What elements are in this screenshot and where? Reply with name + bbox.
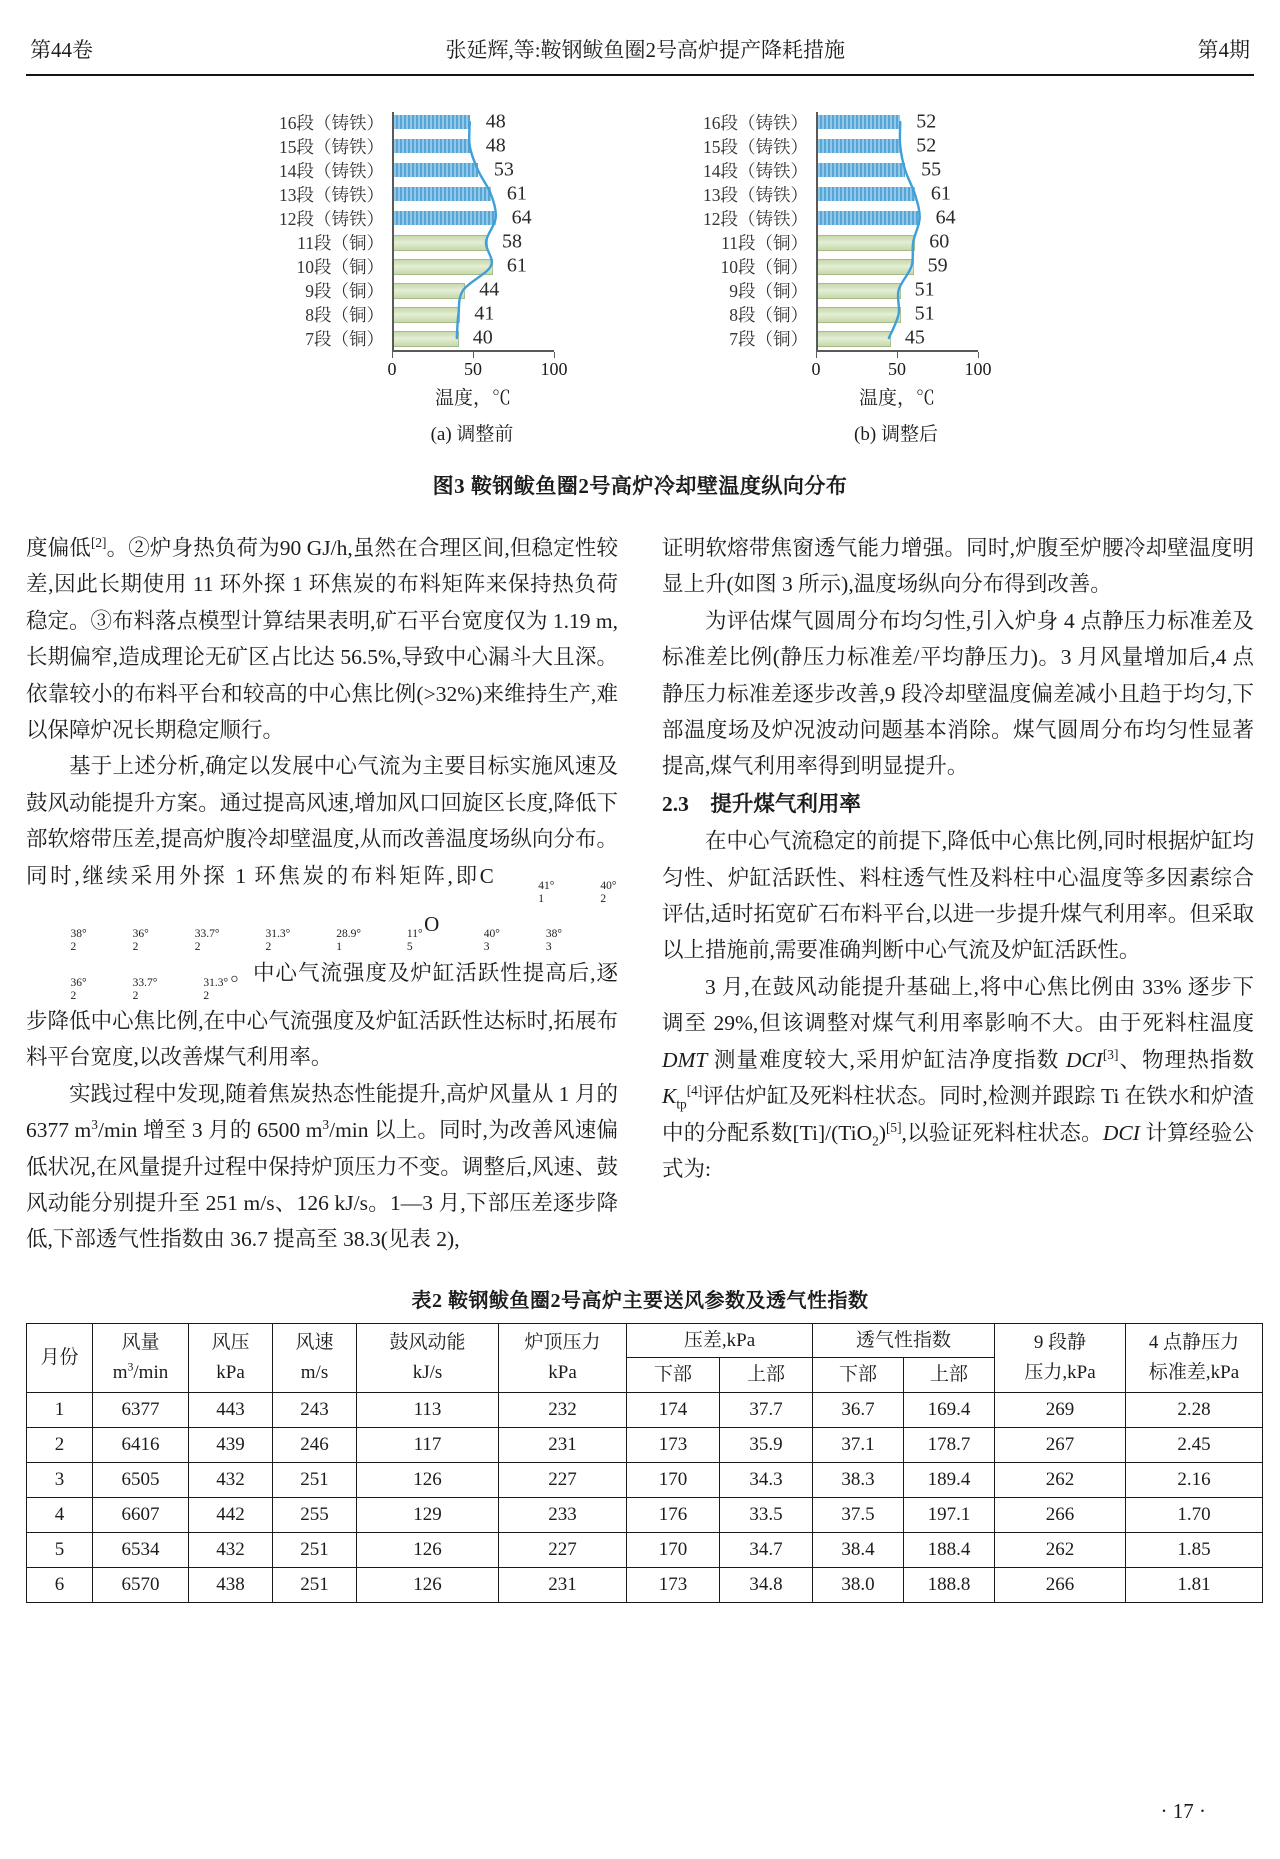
table-cell: 38.0: [813, 1567, 904, 1602]
table-cell: 5: [27, 1532, 93, 1567]
table-cell: 173: [627, 1567, 720, 1602]
table-cell: 231: [499, 1567, 627, 1602]
copper-bar: [392, 307, 460, 323]
col-header-energy: 鼓风动能 kJ/s: [357, 1323, 499, 1392]
copper-bar: [816, 331, 891, 347]
x-axis-line: [816, 350, 978, 359]
plot-cell: [816, 110, 1028, 134]
col-header-pressure: 风压 kPa: [189, 1323, 273, 1392]
table-cell: 439: [189, 1427, 273, 1462]
table-cell: 232: [499, 1392, 627, 1427]
chart-row: [676, 254, 1028, 278]
col-header-static4: 4 点静压力 标准差,kPa: [1126, 1323, 1263, 1392]
plot-cell: [392, 254, 604, 278]
table-cell: 251: [273, 1532, 357, 1567]
chart-row: [676, 230, 1028, 254]
table-cell: 117: [357, 1427, 499, 1462]
table-cell: 173: [627, 1427, 720, 1462]
plot-cell: [816, 158, 1028, 182]
table-cell: 6: [27, 1567, 93, 1602]
table-cell: 1: [27, 1392, 93, 1427]
category-label: 7段（铜）: [305, 328, 384, 349]
chart-row: [676, 134, 1028, 158]
axis-tick: [897, 352, 898, 358]
blast-parameters-table: [26, 1323, 1263, 1603]
table-cell: 170: [627, 1532, 720, 1567]
chart-after-adjustment: [676, 110, 1028, 446]
table-2-section: [26, 1284, 1254, 1603]
plot-cell: [392, 134, 604, 158]
axis-tick: [473, 352, 474, 358]
value-label: 44: [479, 278, 500, 301]
category-label: 10段（铜）: [296, 256, 384, 277]
copper-bar: [392, 259, 493, 275]
table-row: [27, 1392, 1263, 1427]
plot-cell: [816, 278, 1028, 302]
plot-cell: [816, 134, 1028, 158]
chart-rows: [252, 110, 604, 350]
table-cell: 255: [273, 1497, 357, 1532]
table-cell: 251: [273, 1567, 357, 1602]
copper-bar: [816, 283, 901, 299]
plot-cell: [392, 158, 604, 182]
table-row: [27, 1427, 1263, 1462]
figure-3: [26, 110, 1254, 446]
chart-rows: [676, 110, 1028, 350]
plot-cell: [392, 230, 604, 254]
table-cell: 1.70: [1126, 1497, 1263, 1532]
table-cell: 246: [273, 1427, 357, 1462]
table-cell: 266: [995, 1497, 1126, 1532]
table-cell: 6377: [93, 1392, 189, 1427]
category-label: 7段（铜）: [729, 328, 808, 349]
chart-row: [252, 206, 604, 230]
category-label: 13段（铸铁）: [703, 184, 808, 205]
running-head: [30, 34, 1250, 64]
cast-iron-bar: [392, 139, 470, 153]
value-label: 61: [506, 254, 527, 277]
category-label: 12段（铸铁）: [279, 208, 384, 229]
chart-row: [676, 110, 1028, 134]
col-header-speed: 风速 m/s: [273, 1323, 357, 1392]
value-label: 45: [904, 326, 925, 349]
copper-bar: [392, 331, 459, 347]
col-header-month: 月份: [27, 1323, 93, 1392]
table-cell: 189.4: [904, 1462, 995, 1497]
category-label: 13段（铸铁）: [279, 184, 384, 205]
category-label: 14段（铸铁）: [279, 160, 384, 181]
chart-row: [252, 302, 604, 326]
table-cell: 126: [357, 1532, 499, 1567]
plot-cell: [816, 302, 1028, 326]
table-cell: 113: [357, 1392, 499, 1427]
chart-row: [252, 326, 604, 350]
chart-row: [676, 326, 1028, 350]
col-header-perm-upper: 上部: [904, 1358, 995, 1392]
category-label: 11段（铜）: [297, 232, 384, 253]
table-cell: 443: [189, 1392, 273, 1427]
body-paragraph: 为评估煤气圆周分布均匀性,引入炉身 4 点静压力标准差及标准差比例(静压力标准差/平均静压力)。3 月风量增加后,4 点静压力标准差逐步改善,9 段冷却壁温度偏差减小且趋于均匀,下部温度场及炉况波动问题基本消除。煤气圆周分布均匀性显著提高,煤气利用率得到明显提升。: [662, 608, 1254, 779]
axis-tick: [978, 352, 979, 358]
table-cell: 6607: [93, 1497, 189, 1532]
plot-cell: [392, 110, 604, 134]
chart-row: [252, 230, 604, 254]
figure-caption: 图3 鞍钢鲅鱼圈2号高炉冷却壁温度纵向分布: [432, 474, 848, 498]
table-cell: 2: [27, 1427, 93, 1462]
body-paragraph: 基于上述分析,确定以发展中心气流为主要目标实施风速及鼓风动能提升方案。通过提高风速,增加风口回旋区长度,降低下部软熔带压差,提高炉腹冷却壁温度,从而改善温度场纵向分布。同时,继续采用外探 1 环焦炭的布料矩阵,即C 41° 1 40° 2 38° 2 36° 2 33.7° 2 31.3° 2 28.9° 1 11° 5 O 40° 3 38° 3 36° 2 33.7° 2 31.3° 2 。中心气流强度及炉缸活跃性提高后,逐步降低中心焦比例,在中心气流强度及炉缸活跃性达标时,拓展布料平台宽度,以改善煤气利用率。: [26, 754, 618, 1070]
table-cell: 6416: [93, 1427, 189, 1462]
value-label: 52: [916, 134, 937, 157]
table-cell: 243: [273, 1392, 357, 1427]
value-label: 48: [485, 134, 506, 157]
value-label: 53: [493, 158, 514, 181]
table-cell: 38.4: [813, 1532, 904, 1567]
plot-cell: [392, 278, 604, 302]
col-header-volume: 风量 $m^3/\min$: [93, 1323, 189, 1392]
value-label: 64: [935, 206, 956, 229]
x-tick-labels: [387, 359, 568, 383]
table-cell: 442: [189, 1497, 273, 1532]
value-label: 61: [930, 182, 951, 205]
category-label: 15段（铸铁）: [703, 136, 808, 157]
col-header-top-pressure: 炉顶压力 kPa: [499, 1323, 627, 1392]
axis-tick: [816, 352, 817, 358]
table-cell: 170: [627, 1462, 720, 1497]
value-label: 55: [921, 158, 942, 181]
table-row: [27, 1462, 1263, 1497]
table-cell: 6534: [93, 1532, 189, 1567]
table-body: [27, 1392, 1263, 1602]
table-cell: 438: [189, 1567, 273, 1602]
table-cell: 188.8: [904, 1567, 995, 1602]
table-cell: 227: [499, 1532, 627, 1567]
body-paragraph: 证明软熔带焦窗透气能力增强。同时,炉腹至炉腰冷却壁温度明显上升(如图 3 所示),温度场纵向分布得到改善。: [662, 536, 1254, 597]
table-cell: 37.1: [813, 1427, 904, 1462]
table-cell: 36.7: [813, 1392, 904, 1427]
category-label: 16段（铸铁）: [703, 112, 808, 133]
value-label: 51: [914, 302, 935, 325]
value-label: 61: [506, 182, 527, 205]
col-header-static9: 9 段静 压力,kPa: [995, 1323, 1126, 1392]
category-label: 9段（铜）: [729, 280, 808, 301]
value-label: 48: [485, 110, 506, 133]
table-cell: 2.45: [1126, 1427, 1263, 1462]
section-heading: 2.3 提升煤气利用率: [662, 791, 861, 816]
table-cell: 432: [189, 1532, 273, 1567]
tick-label: 50: [464, 359, 482, 379]
table-cell: 34.8: [720, 1567, 813, 1602]
category-label: 12段（铸铁）: [703, 208, 808, 229]
subplot-caption: (a) 调整前: [430, 424, 514, 445]
chart-row: [252, 134, 604, 158]
table-cell: 34.7: [720, 1532, 813, 1567]
plot-cell: [816, 206, 1028, 230]
col-header-dp-lower: 下部: [627, 1358, 720, 1392]
chart-row: [252, 158, 604, 182]
cast-iron-bar: [816, 139, 900, 153]
left-column: [26, 530, 618, 1258]
table-cell: 1.81: [1126, 1567, 1263, 1602]
table-row: [27, 1497, 1263, 1532]
plot-cell: [392, 206, 604, 230]
volume-label: 第44卷: [30, 38, 93, 62]
value-label: 41: [474, 302, 495, 325]
body-paragraph: 3 月,在鼓风动能提升基础上,将中心焦比例由 33% 逐步下调至 29%,但该调整对煤气利用率影响不大。由于死料柱温度 DMT 测量难度较大,采用炉缸洁净度指数 DCI[3]、物理热指数 $K_{tp}[4]$评估炉缸及死料柱状态。同时,检测并跟踪 Ti 在铁水和炉渣中的分配系数[Ti]/(TiO$_2$)[5],以验证死料柱状态。DCI 计算经验公式为:: [662, 974, 1254, 1181]
table-cell: 251: [273, 1462, 357, 1497]
value-label: 40: [472, 326, 493, 349]
cast-iron-bar: [816, 163, 905, 177]
col-header-perm-lower: 下部: [813, 1358, 904, 1392]
copper-bar: [392, 235, 488, 251]
body-columns: [26, 530, 1254, 1258]
tick-label: 0: [387, 359, 397, 379]
tick-label: 100: [964, 359, 992, 379]
table-cell: 178.7: [904, 1427, 995, 1462]
table-cell: 432: [189, 1462, 273, 1497]
plot-cell: [816, 182, 1028, 206]
table-cell: 231: [499, 1427, 627, 1462]
value-label: 51: [914, 278, 935, 301]
plot-cell: [816, 254, 1028, 278]
running-title: 张延辉,等:鞍钢鲅鱼圈2号高炉提产降耗措施: [445, 38, 846, 62]
page-content: [26, 88, 1254, 1603]
table-cell: 267: [995, 1427, 1126, 1462]
table-cell: 4: [27, 1497, 93, 1532]
table-cell: 33.5: [720, 1497, 813, 1532]
table-cell: 227: [499, 1462, 627, 1497]
table-cell: 262: [995, 1462, 1126, 1497]
axis-tick: [392, 352, 393, 358]
x-axis-title: 温度，℃: [434, 388, 511, 409]
chart-row: [252, 110, 604, 134]
table-cell: 1.85: [1126, 1532, 1263, 1567]
table-cell: 34.3: [720, 1462, 813, 1497]
value-label: 64: [511, 206, 532, 229]
value-label: 60: [929, 230, 950, 253]
category-label: 8段（铜）: [305, 304, 384, 325]
cast-iron-bar: [816, 187, 915, 201]
chart-row: [676, 158, 1028, 182]
table-cell: 266: [995, 1567, 1126, 1602]
category-label: 14段（铸铁）: [703, 160, 808, 181]
body-paragraph: 度偏低[2]。②炉身热负荷为90 GJ/h,虽然在合理区间,但稳定性较差,因此长期使用 11 环外探 1 环焦炭的布料矩阵来保持热负荷稳定。③布料落点模型计算结果表明,矿石平台宽度仅为 1.19 m,长期偏窄,造成理论无矿区占比达 56.5%,导致中心漏斗大且深。依靠较小的布料平台和较高的中心焦比例(>32%)来维持生产,难以保障炉况长期稳定顺行。: [26, 534, 618, 743]
table-cell: 2.28: [1126, 1392, 1263, 1427]
page-number: · 17 ·: [1160, 1799, 1206, 1823]
category-label: 10段（铜）: [720, 256, 808, 277]
category-label: 11段（铜）: [721, 232, 808, 253]
table-cell: 129: [357, 1497, 499, 1532]
category-label: 15段（铸铁）: [279, 136, 384, 157]
copper-bar: [816, 307, 901, 323]
col-header-perm-group: 透气性指数: [813, 1323, 995, 1357]
table-cell: 35.9: [720, 1427, 813, 1462]
x-axis-line: [392, 350, 554, 359]
header-rule: [26, 74, 1254, 76]
cast-iron-bar: [392, 163, 478, 177]
chart-row: [676, 182, 1028, 206]
issue-label: 第4期: [1197, 38, 1250, 62]
copper-bar: [392, 283, 465, 299]
col-header-dp-upper: 上部: [720, 1358, 813, 1392]
category-label: 16段（铸铁）: [279, 112, 384, 133]
tick-label: 100: [540, 359, 568, 379]
table-cell: 6570: [93, 1567, 189, 1602]
cast-iron-bar: [392, 115, 470, 129]
table-cell: 269: [995, 1392, 1126, 1427]
chart-before-adjustment: [252, 110, 604, 446]
table-cell: 3: [27, 1462, 93, 1497]
table-row: [27, 1532, 1263, 1567]
tick-label: 50: [888, 359, 906, 379]
copper-bar: [816, 259, 914, 275]
body-paragraph: 在中心气流稳定的前提下,降低中心焦比例,同时根据炉缸均匀性、炉缸活跃性、料柱透气性及料柱中心温度等多因素综合评估,适时拓宽矿石布料平台,以进一步提升煤气利用率。但采取以上措施前,需要准确判断中心气流及炉缸活跃性。: [662, 829, 1254, 963]
y-axis-line: [392, 112, 394, 350]
chart-row: [252, 278, 604, 302]
tick-label: 0: [811, 359, 821, 379]
body-paragraph: 实践过程中发现,随着焦炭热态性能提升,高炉风量从 1 月的 6377 $m^3/\min$ 增至 3 月的 6500 $m^3/\min$ 以上。同时,为改善风速偏低状况,在风量提升过程中保持炉顶压力不变。调整后,风速、鼓风动能分别提升至 251 m/s、126 kJ/s。1—3 月,下部压差逐步降低,下部透气性指数由 36.7 提高至 38.3(见表 2),: [26, 1081, 618, 1252]
col-header-dp-group: 压差,kPa: [627, 1323, 813, 1357]
cast-iron-bar: [816, 115, 900, 129]
table-row: [27, 1567, 1263, 1602]
right-column: [662, 530, 1254, 1258]
table-cell: 169.4: [904, 1392, 995, 1427]
plot-cell: [392, 326, 604, 350]
x-axis-title: 温度，℃: [858, 388, 935, 409]
chart-row: [676, 302, 1028, 326]
table-cell: 188.4: [904, 1532, 995, 1567]
table-cell: 2.16: [1126, 1462, 1263, 1497]
chart-row: [252, 254, 604, 278]
value-label: 59: [927, 254, 948, 277]
plot-cell: [816, 326, 1028, 350]
table-caption: 表2 鞍钢鲅鱼圈2号高炉主要送风参数及透气性指数: [411, 1289, 869, 1312]
table-cell: 233: [499, 1497, 627, 1532]
cast-iron-bar: [392, 211, 496, 225]
table-cell: 126: [357, 1567, 499, 1602]
table-cell: 174: [627, 1392, 720, 1427]
x-tick-labels: [811, 359, 992, 383]
plot-cell: [392, 302, 604, 326]
table-cell: 6505: [93, 1462, 189, 1497]
table-cell: 126: [357, 1462, 499, 1497]
chart-row: [252, 182, 604, 206]
value-label: 58: [501, 230, 522, 253]
plot-cell: [392, 182, 604, 206]
table-cell: 176: [627, 1497, 720, 1532]
table-cell: 262: [995, 1532, 1126, 1567]
cast-iron-bar: [816, 211, 920, 225]
cast-iron-bar: [392, 187, 491, 201]
y-axis-line: [816, 112, 818, 350]
table-cell: 197.1: [904, 1497, 995, 1532]
plot-cell: [816, 230, 1028, 254]
axis-tick: [554, 352, 555, 358]
chart-row: [676, 278, 1028, 302]
category-label: 9段（铜）: [305, 280, 384, 301]
value-label: 52: [916, 110, 937, 133]
chart-row: [676, 206, 1028, 230]
copper-bar: [816, 235, 915, 251]
table-cell: 37.5: [813, 1497, 904, 1532]
table-cell: 38.3: [813, 1462, 904, 1497]
subplot-caption: (b) 调整后: [854, 424, 938, 445]
category-label: 8段（铜）: [729, 304, 808, 325]
table-cell: 37.7: [720, 1392, 813, 1427]
